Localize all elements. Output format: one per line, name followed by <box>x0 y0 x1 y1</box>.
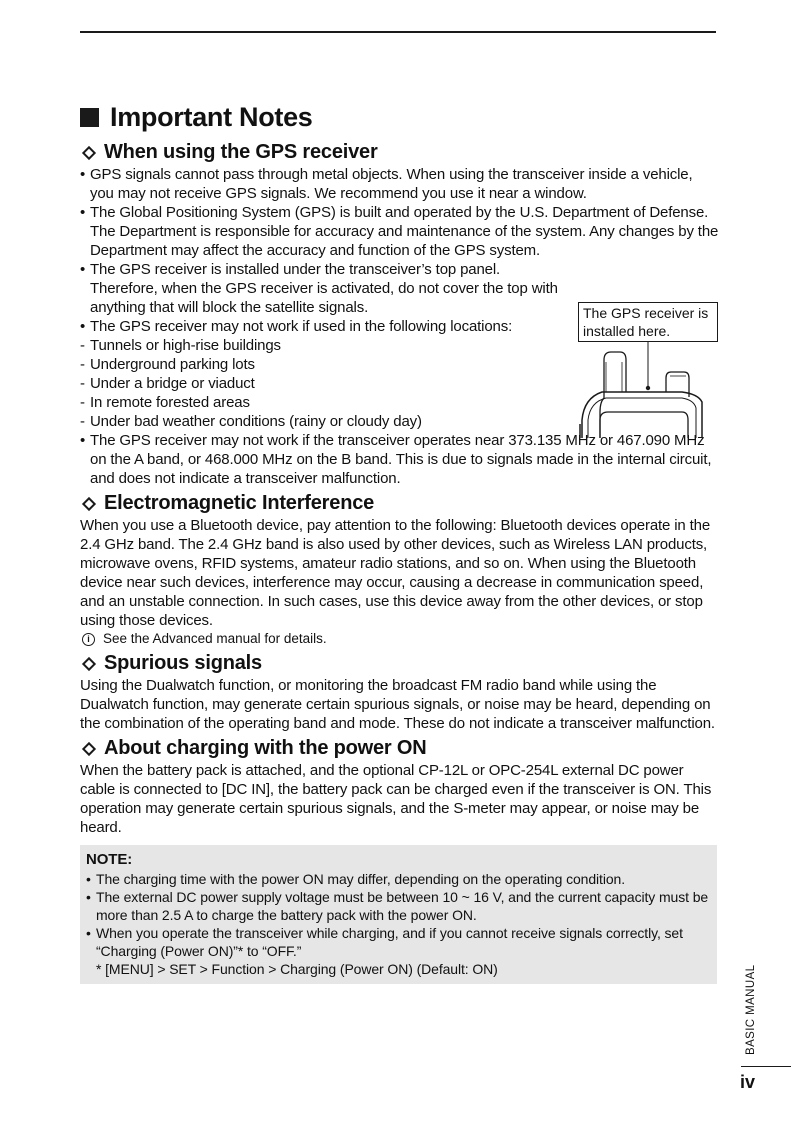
gps-receiver-figure <box>578 302 718 438</box>
gps-bullet-3: • The GPS receiver is installed under the transceiver’s top panel. Therefore, when the GPS receiver is activated, do not cover the top with anything that will block the satellite signals. <box>80 260 568 317</box>
charging-heading-text: About charging with the power ON <box>104 737 427 759</box>
list-item: - In remote forested areas <box>80 393 568 412</box>
gps-callout: The GPS receiver is installed here. <box>578 302 718 342</box>
list-item: - Under bad weather conditions (rainy or cloudy day) <box>80 412 568 431</box>
emi-heading <box>80 491 720 516</box>
gps-bullet-4 <box>80 317 568 431</box>
note-footnote: * [MENU] > SET > Function > Charging (Power ON) (Default: ON) <box>96 961 498 977</box>
side-tab-label: BASIC MANUAL <box>745 964 757 1055</box>
gps-heading-text: When using the GPS receiver <box>104 141 378 163</box>
diamond-icon <box>82 145 96 159</box>
spurious-section <box>80 651 720 733</box>
diamond-icon <box>82 656 96 670</box>
emi-section <box>80 491 720 648</box>
gps-section <box>80 140 720 488</box>
gps-location-list <box>80 336 568 431</box>
list-item: - Underground parking lots <box>80 355 568 374</box>
top-rule <box>80 31 716 33</box>
charging-section <box>80 736 720 837</box>
gps-bullet-4-text: The GPS receiver may not work if used in the following locations: <box>90 318 513 335</box>
emi-heading-text: Electromagnetic Interference <box>104 492 375 514</box>
gps-bullet-1: • GPS signals cannot pass through metal objects. When using the transceiver inside a vehicle, you may not receive GPS signals. We recommend you use it near a window. <box>80 165 720 203</box>
square-bullet-icon <box>80 108 99 127</box>
diamond-icon <box>82 741 96 755</box>
gps-bullet-5: • The GPS receiver may not work if the transceiver operates near 373.135 MHz or 467.090 MHz on the A band, or 468.000 MHz on the B band. This is due to signals made in the internal circuit, and does not indicate a transceiver malfunction. <box>80 431 720 488</box>
note-item-2: • The external DC power supply voltage must be between 10 ~ 16 V, and the current capacity must be more than 2.5 A to charge the battery pack with the power ON. <box>86 888 709 924</box>
note-item-3: • When you operate the transceiver while charging, and if you cannot receive signals correctly, set “Charging (Power ON)”* to “OFF.” <box>86 924 709 960</box>
info-icon: i <box>82 633 95 646</box>
transceiver-illustration <box>578 302 718 438</box>
side-tab <box>735 950 761 1060</box>
emi-reference <box>80 630 720 648</box>
page-number: iv <box>740 1072 756 1092</box>
spurious-heading-text: Spurious signals <box>104 652 262 674</box>
side-rule <box>741 1066 791 1067</box>
gps-bullet-2: • The Global Positioning System (GPS) is built and operated by the U.S. Department of Defense. The Department is responsible for accuracy and maintenance of the system. Any changes by the Department may affect the accuracy and function of the GPS system. <box>80 203 720 260</box>
charging-heading <box>80 736 720 761</box>
page-content <box>80 100 720 984</box>
spurious-paragraph: Using the Dualwatch function, or monitoring the broadcast FM radio band while using the Dualwatch function, may generate certain spurious signals, or noise may be heard, depending on the combination of the operating band and mode. These do not indicate a transceiver malfunction. <box>80 677 715 732</box>
emi-reference-text: See the Advanced manual for details. <box>103 631 327 646</box>
note-box <box>80 845 717 984</box>
charging-paragraph: When the battery pack is attached, and the optional CP-12L or OPC-254L external DC power cable is connected to [DC IN], the battery pack can be charged even if the transceiver is ON. This operation may generate certain spurious signals, and the S-meter may appear, or noise may be heard. <box>80 762 712 836</box>
gps-heading <box>80 140 720 165</box>
main-heading <box>80 100 720 134</box>
diamond-icon <box>82 496 96 510</box>
note-item-1: • The charging time with the power ON may differ, depending on the operating condition. <box>86 870 709 888</box>
note-title: NOTE: <box>86 851 133 868</box>
spurious-heading <box>80 651 720 676</box>
main-heading-text: Important Notes <box>110 101 313 132</box>
note-list <box>86 870 709 960</box>
emi-paragraph: When you use a Bluetooth device, pay attention to the following: Bluetooth devices operate in the 2.4 GHz band. The 2.4 GHz band is also used by other devices, such as Wireless LAN products, microwave ovens, RFID systems, amateur radio stations, and so on. When using the Bluetooth device near such devices, interference may occur, causing a decrease in communication speed, and an unstable connection. In such cases, use this device away from the other devices, or stop using those devices. <box>80 517 711 629</box>
list-item: - Under a bridge or viaduct <box>80 374 568 393</box>
list-item: - Tunnels or high-rise buildings <box>80 336 568 355</box>
